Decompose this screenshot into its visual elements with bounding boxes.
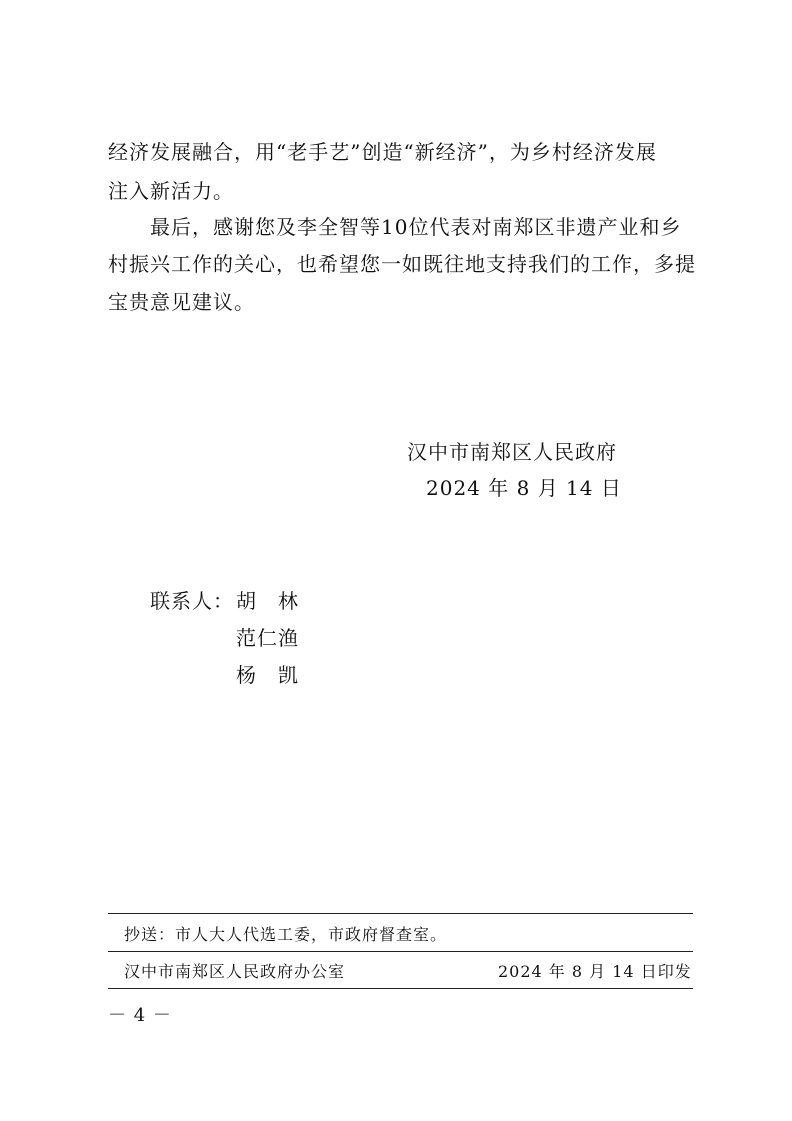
footer-bottom-rule — [108, 988, 693, 989]
print-date: 2024 年 8 月 14 日印发 — [498, 962, 692, 981]
contact-name-1: 胡 林 — [236, 589, 299, 613]
contact-name-3: 杨 凯 — [236, 663, 299, 687]
body-line-5: 宝贵意见建议。 — [108, 290, 255, 314]
page-number: － 4 － — [108, 1005, 172, 1026]
cc-line: 抄送：市人大人代选工委，市政府督查室。 — [124, 925, 448, 944]
footer-top-rule — [108, 913, 693, 914]
body-line-4: 村振兴工作的关心，也希望您一如既往地支持我们的工作，多提 — [108, 252, 696, 276]
contacts-label: 联系人： — [150, 589, 234, 613]
body-line-3: 最后，感谢您及李全智等10位代表对南郑区非遗产业和乡 — [150, 215, 682, 239]
contact-name-2: 范仁渔 — [236, 626, 299, 650]
body-line-2: 注入新活力。 — [108, 179, 234, 203]
signature-date: 2024 年 8 月 14 日 — [426, 476, 622, 500]
signature-org: 汉中市南郑区人民政府 — [407, 440, 617, 464]
footer-middle-rule — [108, 951, 693, 952]
body-line-1: 经济发展融合，用“老手艺”创造“新经济”，为乡村经济发展 — [108, 140, 657, 164]
issuing-office: 汉中市南郑区人民政府办公室 — [124, 962, 346, 981]
